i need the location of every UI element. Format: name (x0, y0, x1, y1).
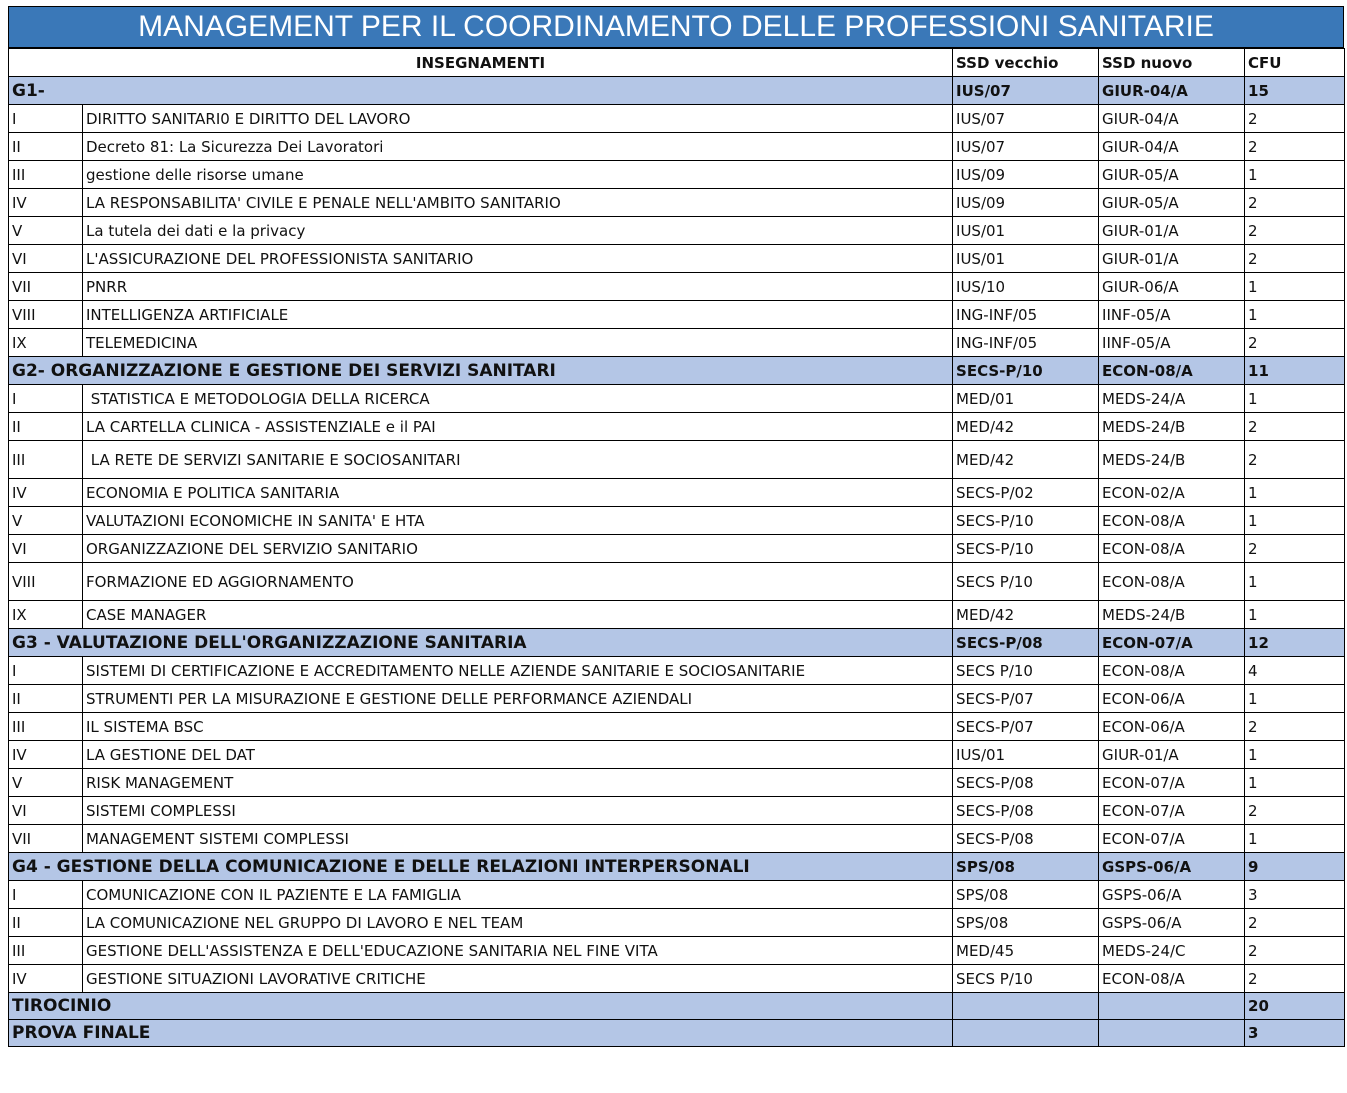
course-number: III (9, 441, 83, 479)
table-row (9, 105, 1345, 133)
table-row (9, 161, 1345, 189)
table-row (9, 657, 1345, 685)
course-name: ORGANIZZAZIONE DEL SERVIZIO SANITARIO (83, 535, 953, 563)
table-row (9, 301, 1345, 329)
course-cfu: 2 (1245, 713, 1345, 741)
course-name: SISTEMI COMPLESSI (83, 797, 953, 825)
course-name: gestione delle risorse umane (83, 161, 953, 189)
table-row (9, 881, 1345, 909)
course-name: IL SISTEMA BSC (83, 713, 953, 741)
table-row (9, 797, 1345, 825)
total-cfu: 3 (1245, 1020, 1345, 1047)
table-row (9, 245, 1345, 273)
course-number: VI (9, 245, 83, 273)
course-ssd-old: IUS/07 (953, 105, 1099, 133)
course-number: IX (9, 601, 83, 629)
course-number: IV (9, 741, 83, 769)
table-row (9, 909, 1345, 937)
course-cfu: 2 (1245, 797, 1345, 825)
course-number: VII (9, 273, 83, 301)
course-cfu: 2 (1245, 413, 1345, 441)
course-ssd-old: ING-INF/05 (953, 301, 1099, 329)
course-name: Decreto 81: La Sicurezza Dei Lavoratori (83, 133, 953, 161)
course-ssd-old: MED/01 (953, 385, 1099, 413)
group-cfu: 11 (1245, 357, 1345, 385)
course-name: MANAGEMENT SISTEMI COMPLESSI (83, 825, 953, 853)
course-ssd-new: GIUR-04/A (1099, 105, 1245, 133)
header-cfu: CFU (1245, 49, 1345, 77)
course-ssd-old: SECS-P/08 (953, 825, 1099, 853)
course-cfu: 2 (1245, 909, 1345, 937)
course-ssd-new: GSPS-06/A (1099, 881, 1245, 909)
course-ssd-old: SECS-P/02 (953, 479, 1099, 507)
group-name: G4 - GESTIONE DELLA COMUNICAZIONE E DELLE RELAZIONI INTERPERSONALI (9, 853, 953, 881)
table-row (9, 825, 1345, 853)
course-cfu: 1 (1245, 301, 1345, 329)
group-ssd-new: GSPS-06/A (1099, 853, 1245, 881)
course-cfu: 1 (1245, 825, 1345, 853)
course-cfu: 2 (1245, 133, 1345, 161)
course-ssd-new: GIUR-06/A (1099, 273, 1245, 301)
course-name: FORMAZIONE ED AGGIORNAMENTO (83, 563, 953, 601)
group-ssd-new: ECON-07/A (1099, 629, 1245, 657)
course-cfu: 2 (1245, 189, 1345, 217)
course-cfu: 4 (1245, 657, 1345, 685)
course-ssd-old: SECS-P/10 (953, 535, 1099, 563)
group-cfu: 15 (1245, 77, 1345, 105)
course-name: GESTIONE SITUAZIONI LAVORATIVE CRITICHE (83, 965, 953, 993)
group-row (9, 357, 1345, 385)
course-ssd-old: IUS/09 (953, 189, 1099, 217)
course-ssd-old: SECS-P/10 (953, 507, 1099, 535)
table-row (9, 535, 1345, 563)
course-ssd-old: MED/42 (953, 601, 1099, 629)
course-name: LA CARTELLA CLINICA - ASSISTENZIALE e il PAI (83, 413, 953, 441)
group-ssd-old: SECS-P/08 (953, 629, 1099, 657)
table-row (9, 741, 1345, 769)
course-ssd-old: IUS/01 (953, 217, 1099, 245)
table-row (9, 937, 1345, 965)
course-number: I (9, 385, 83, 413)
course-ssd-new: ECON-07/A (1099, 797, 1245, 825)
table-row (9, 563, 1345, 601)
course-number: I (9, 881, 83, 909)
course-ssd-old: IUS/01 (953, 741, 1099, 769)
course-name: La tutela dei dati e la privacy (83, 217, 953, 245)
course-number: VIII (9, 563, 83, 601)
course-number: V (9, 507, 83, 535)
course-ssd-new: GIUR-01/A (1099, 217, 1245, 245)
course-number: I (9, 657, 83, 685)
group-row (9, 853, 1345, 881)
course-ssd-new: ECON-08/A (1099, 507, 1245, 535)
group-cfu: 12 (1245, 629, 1345, 657)
table-row (9, 133, 1345, 161)
course-name: GESTIONE DELL'ASSISTENZA E DELL'EDUCAZIONE SANITARIA NEL FINE VITA (83, 937, 953, 965)
curriculum-table (8, 48, 1345, 1047)
course-cfu: 2 (1245, 217, 1345, 245)
course-number: II (9, 909, 83, 937)
course-name: STRUMENTI PER LA MISURAZIONE E GESTIONE DELLE PERFORMANCE AZIENDALI (83, 685, 953, 713)
course-ssd-old: SECS P/10 (953, 563, 1099, 601)
curriculum-sheet (8, 6, 1344, 1047)
course-name: L'ASSICURAZIONE DEL PROFESSIONISTA SANITARIO (83, 245, 953, 273)
group-ssd-new: GIUR-04/A (1099, 77, 1245, 105)
course-ssd-new: MEDS-24/B (1099, 601, 1245, 629)
course-number: IV (9, 479, 83, 507)
course-name: TELEMEDICINA (83, 329, 953, 357)
table-row (9, 441, 1345, 479)
course-number: III (9, 161, 83, 189)
course-ssd-new: ECON-08/A (1099, 965, 1245, 993)
course-cfu: 3 (1245, 881, 1345, 909)
course-ssd-new: IINF-05/A (1099, 301, 1245, 329)
course-ssd-old: SPS/08 (953, 909, 1099, 937)
course-number: IV (9, 965, 83, 993)
course-cfu: 1 (1245, 273, 1345, 301)
course-ssd-new: ECON-06/A (1099, 713, 1245, 741)
table-row (9, 685, 1345, 713)
page-title: MANAGEMENT PER IL COORDINAMENTO DELLE PROFESSIONI SANITARIE (8, 6, 1344, 48)
course-cfu: 2 (1245, 245, 1345, 273)
table-row (9, 713, 1345, 741)
total-ssd-old-empty (953, 1020, 1099, 1047)
total-row (9, 993, 1345, 1020)
course-ssd-new: MEDS-24/B (1099, 413, 1245, 441)
course-ssd-new: ECON-06/A (1099, 685, 1245, 713)
course-number: III (9, 937, 83, 965)
course-number: VII (9, 825, 83, 853)
course-ssd-new: ECON-08/A (1099, 657, 1245, 685)
course-cfu: 2 (1245, 105, 1345, 133)
course-cfu: 1 (1245, 741, 1345, 769)
course-name: PNRR (83, 273, 953, 301)
course-ssd-old: SECS P/10 (953, 657, 1099, 685)
course-ssd-old: SECS-P/08 (953, 797, 1099, 825)
course-ssd-new: GIUR-01/A (1099, 245, 1245, 273)
course-ssd-new: GIUR-01/A (1099, 741, 1245, 769)
course-name: DIRITTO SANITARI0 E DIRITTO DEL LAVORO (83, 105, 953, 133)
course-ssd-new: GIUR-04/A (1099, 133, 1245, 161)
course-number: VIII (9, 301, 83, 329)
course-name: ECONOMIA E POLITICA SANITARIA (83, 479, 953, 507)
course-name: STATISTICA E METODOLOGIA DELLA RICERCA (83, 385, 953, 413)
course-ssd-new: GSPS-06/A (1099, 909, 1245, 937)
group-ssd-old: IUS/07 (953, 77, 1099, 105)
course-ssd-new: GIUR-05/A (1099, 189, 1245, 217)
table-row (9, 273, 1345, 301)
course-ssd-old: SPS/08 (953, 881, 1099, 909)
course-ssd-old: SECS-P/07 (953, 713, 1099, 741)
table-row (9, 507, 1345, 535)
table-row (9, 479, 1345, 507)
course-cfu: 2 (1245, 535, 1345, 563)
total-name: PROVA FINALE (9, 1020, 953, 1047)
course-ssd-old: SECS P/10 (953, 965, 1099, 993)
course-cfu: 1 (1245, 563, 1345, 601)
table-row (9, 217, 1345, 245)
course-cfu: 1 (1245, 507, 1345, 535)
course-cfu: 1 (1245, 385, 1345, 413)
course-ssd-old: SECS-P/07 (953, 685, 1099, 713)
group-name: G1- (9, 77, 953, 105)
course-number: IV (9, 189, 83, 217)
course-number: IX (9, 329, 83, 357)
course-cfu: 2 (1245, 937, 1345, 965)
course-cfu: 1 (1245, 769, 1345, 797)
course-name: CASE MANAGER (83, 601, 953, 629)
total-ssd-new-empty (1099, 993, 1245, 1020)
group-name: G2- ORGANIZZAZIONE E GESTIONE DEI SERVIZI SANITARI (9, 357, 953, 385)
course-number: II (9, 133, 83, 161)
course-number: III (9, 713, 83, 741)
course-ssd-new: ECON-08/A (1099, 563, 1245, 601)
course-ssd-new: ECON-07/A (1099, 769, 1245, 797)
course-name: LA GESTIONE DEL DAT (83, 741, 953, 769)
total-ssd-old-empty (953, 993, 1099, 1020)
course-ssd-new: ECON-02/A (1099, 479, 1245, 507)
course-ssd-new: ECON-08/A (1099, 535, 1245, 563)
group-name: G3 - VALUTAZIONE DELL'ORGANIZZAZIONE SANITARIA (9, 629, 953, 657)
group-ssd-old: SPS/08 (953, 853, 1099, 881)
course-cfu: 1 (1245, 161, 1345, 189)
course-ssd-new: ECON-07/A (1099, 825, 1245, 853)
course-name: LA RETE DE SERVIZI SANITARIE E SOCIOSANITARI (83, 441, 953, 479)
total-row (9, 1020, 1345, 1047)
course-number: I (9, 105, 83, 133)
course-number: VI (9, 535, 83, 563)
group-ssd-new: ECON-08/A (1099, 357, 1245, 385)
group-cfu: 9 (1245, 853, 1345, 881)
course-name: LA COMUNICAZIONE NEL GRUPPO DI LAVORO E NEL TEAM (83, 909, 953, 937)
course-name: VALUTAZIONI ECONOMICHE IN SANITA' E HTA (83, 507, 953, 535)
course-ssd-new: MEDS-24/A (1099, 385, 1245, 413)
total-cfu: 20 (1245, 993, 1345, 1020)
table-row (9, 413, 1345, 441)
course-name: RISK MANAGEMENT (83, 769, 953, 797)
course-ssd-new: MEDS-24/B (1099, 441, 1245, 479)
course-cfu: 1 (1245, 601, 1345, 629)
course-number: II (9, 413, 83, 441)
course-cfu: 2 (1245, 441, 1345, 479)
table-row (9, 385, 1345, 413)
course-number: VI (9, 797, 83, 825)
table-row (9, 601, 1345, 629)
course-ssd-new: MEDS-24/C (1099, 937, 1245, 965)
total-ssd-new-empty (1099, 1020, 1245, 1047)
course-ssd-new: GIUR-05/A (1099, 161, 1245, 189)
course-ssd-old: MED/42 (953, 441, 1099, 479)
course-name: SISTEMI DI CERTIFICAZIONE E ACCREDITAMENTO NELLE AZIENDE SANITARIE E SOCIOSANITARIE (83, 657, 953, 685)
course-name: LA RESPONSABILITA' CIVILE E PENALE NELL'AMBITO SANITARIO (83, 189, 953, 217)
course-cfu: 1 (1245, 479, 1345, 507)
course-ssd-old: IUS/09 (953, 161, 1099, 189)
course-ssd-old: IUS/10 (953, 273, 1099, 301)
group-ssd-old: SECS-P/10 (953, 357, 1099, 385)
course-name: INTELLIGENZA ARTIFICIALE (83, 301, 953, 329)
course-ssd-old: MED/45 (953, 937, 1099, 965)
course-cfu: 2 (1245, 965, 1345, 993)
table-row (9, 329, 1345, 357)
header-ssd-old: SSD vecchio (953, 49, 1099, 77)
table-row (9, 965, 1345, 993)
table-row (9, 189, 1345, 217)
header-ssd-new: SSD nuovo (1099, 49, 1245, 77)
header-row (9, 49, 1345, 77)
course-name: COMUNICAZIONE CON IL PAZIENTE E LA FAMIGLIA (83, 881, 953, 909)
group-row (9, 629, 1345, 657)
course-number: II (9, 685, 83, 713)
course-number: V (9, 769, 83, 797)
course-ssd-old: MED/42 (953, 413, 1099, 441)
course-ssd-old: IUS/07 (953, 133, 1099, 161)
course-ssd-old: SECS-P/08 (953, 769, 1099, 797)
total-name: TIROCINIO (9, 993, 953, 1020)
group-row (9, 77, 1345, 105)
course-cfu: 1 (1245, 685, 1345, 713)
course-ssd-old: ING-INF/05 (953, 329, 1099, 357)
header-insegnamenti: INSEGNAMENTI (9, 49, 953, 77)
course-ssd-new: IINF-05/A (1099, 329, 1245, 357)
course-cfu: 2 (1245, 329, 1345, 357)
course-ssd-old: IUS/01 (953, 245, 1099, 273)
course-number: V (9, 217, 83, 245)
table-row (9, 769, 1345, 797)
